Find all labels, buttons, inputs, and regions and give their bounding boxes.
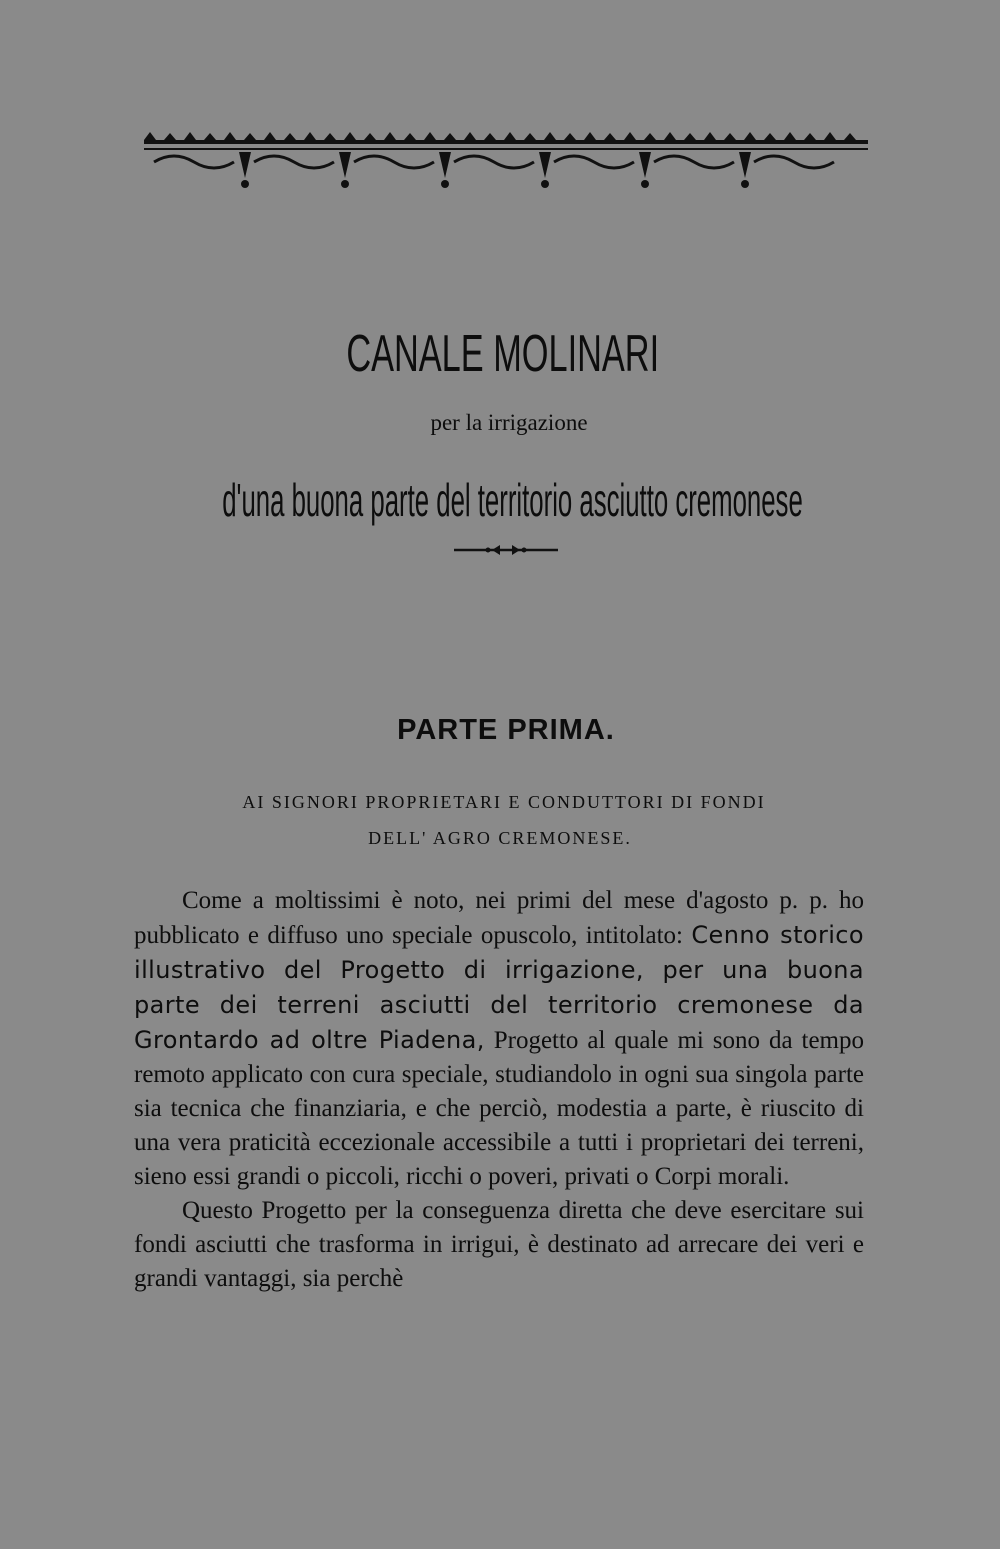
decorative-border-ornament <box>144 130 868 192</box>
paragraph-1 <box>134 884 864 1194</box>
paragraph-1-end: Progetto al quale mi sono da tempo remoto applicato con cura speciale, studiandolo in ogni sua singola parte sia tecnica che finanziaria, e che perciò, modestia a parte, è riuscito di una vera praticità eccezionale accessibile a tutti i proprietari dei terreni, sieno essi grandi o piccoli, ricchi o poveri, privati o Corpi morali. <box>134 1027 864 1190</box>
paragraph-1-start: Come a moltissimi è noto, nei primi del mese d'agosto p. p. ho pubblicato e diffuso uno speciale opuscolo, intitolato: <box>134 887 864 949</box>
cited-title: Cenno storico illustrativo del Progetto di irrigazione, per una buona parte dei terreni asciutti del territorio cremonese da Grontardo ad oltre Piadena, <box>134 921 864 1054</box>
address-line-1: AI SIGNORI PROPRIETARI E CONDUTTORI DI FONDI <box>242 792 766 812</box>
document-title: CANALE MOLINARI <box>346 325 660 383</box>
address-line-2: DELL' AGRO CREMONESE. <box>368 828 632 848</box>
body-text <box>134 884 864 1296</box>
section-heading: PARTE PRIMA. <box>397 714 615 746</box>
paragraph-2: Questo Progetto per la conseguenza diretta che deve esercitare sui fondi asciutti che trasforma in irrigui, è destinato ad arrecare dei veri e grandi vantaggi, sia perchè <box>134 1197 864 1292</box>
document-subtitle-main: d'una buona parte del territorio asciutto cremonese <box>222 474 803 526</box>
document-subtitle: per la irrigazione <box>430 410 588 435</box>
decorative-dash-ornament <box>454 543 558 557</box>
